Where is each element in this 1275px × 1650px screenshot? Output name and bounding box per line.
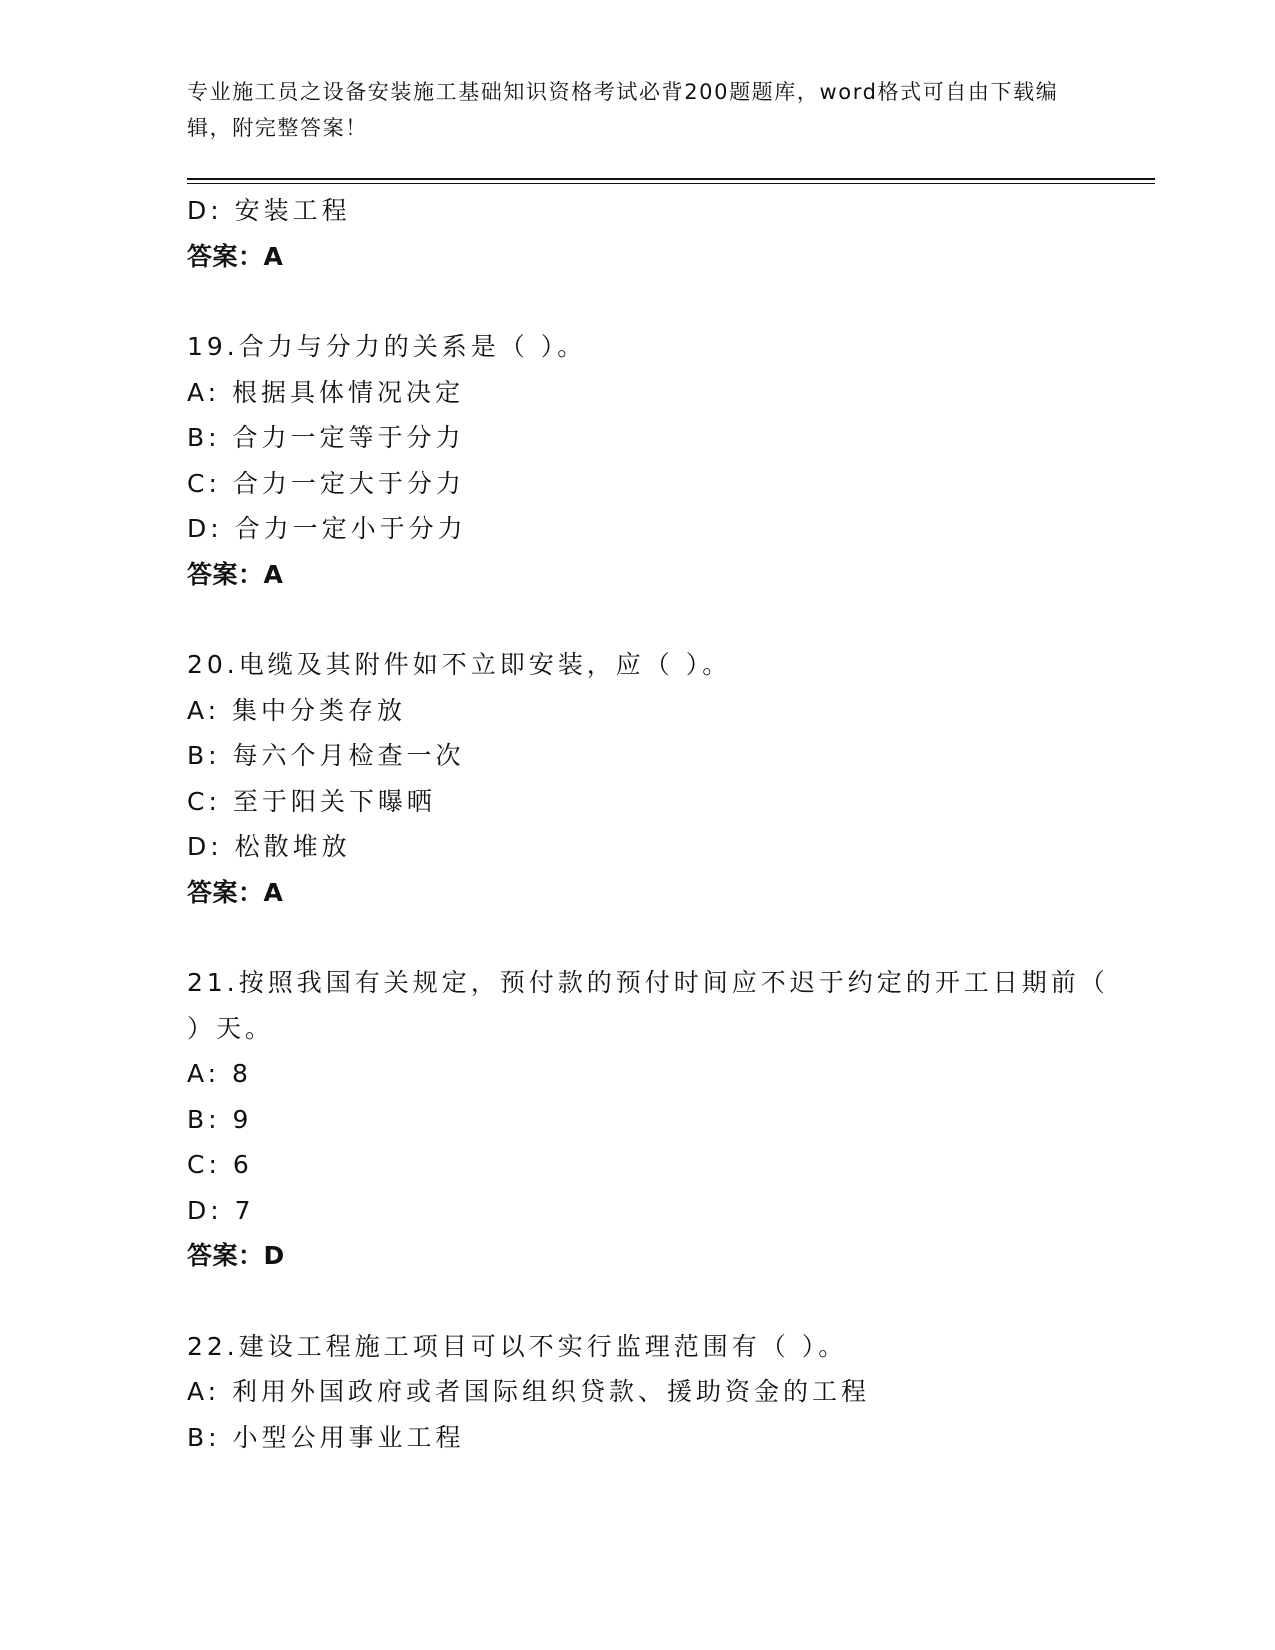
question-text: 19.合力与分力的关系是（ ）。: [187, 332, 587, 361]
question-20: [187, 642, 1117, 915]
option-d: D: 7: [187, 1195, 255, 1225]
document-header-title: 专业施工员之设备安装施工基础知识资格考试必背200题题库，word格式可自由下载编辑，附完整答案！: [187, 80, 1059, 140]
option-c: C: 至于阳关下曝晒: [187, 786, 436, 816]
question-21: [187, 960, 1117, 1279]
option-d: D: 安装工程: [187, 196, 351, 225]
option-c: C: 6: [187, 1150, 253, 1179]
answer-line: 答案：D: [187, 1241, 285, 1270]
option-b: B: 每六个月检查一次: [187, 741, 465, 770]
option-b: B: 小型公用事业工程: [187, 1422, 465, 1452]
question-text: 20.电缆及其附件如不立即安装，应（ ）。: [187, 650, 732, 679]
option-a: A: 8: [187, 1059, 252, 1088]
option-a: A: 利用外国政府或者国际组织贷款、援助资金的工程: [187, 1377, 871, 1406]
option-c: C: 合力一定大于分力: [187, 468, 465, 498]
question-list: [187, 188, 1117, 1460]
question-text: 21.按照我国有关规定，预付款的预付时间应不迟于约定的开工日期前（ ）天。: [187, 968, 1109, 1043]
answer-line: 答案：A: [187, 559, 284, 589]
option-b: B: 9: [187, 1104, 253, 1134]
option-a: A: 集中分类存放: [187, 695, 407, 725]
header-divider-thick: [187, 178, 1155, 180]
option-d: D: 合力一定小于分力: [187, 514, 467, 543]
question-text: 22.建设工程施工项目可以不实行监理范围有（ ）。: [187, 1331, 848, 1361]
carryover-block: [187, 188, 1117, 279]
option-d: D: 松散堆放: [187, 832, 351, 861]
option-a: A: 根据具体情况决定: [187, 377, 465, 407]
header-divider-thin: [187, 183, 1155, 184]
answer-line: 答案：A: [187, 241, 284, 271]
question-19: [187, 324, 1117, 597]
option-b: B: 合力一定等于分力: [187, 423, 465, 452]
question-22: [187, 1324, 1117, 1461]
answer-line: 答案：A: [187, 877, 284, 907]
